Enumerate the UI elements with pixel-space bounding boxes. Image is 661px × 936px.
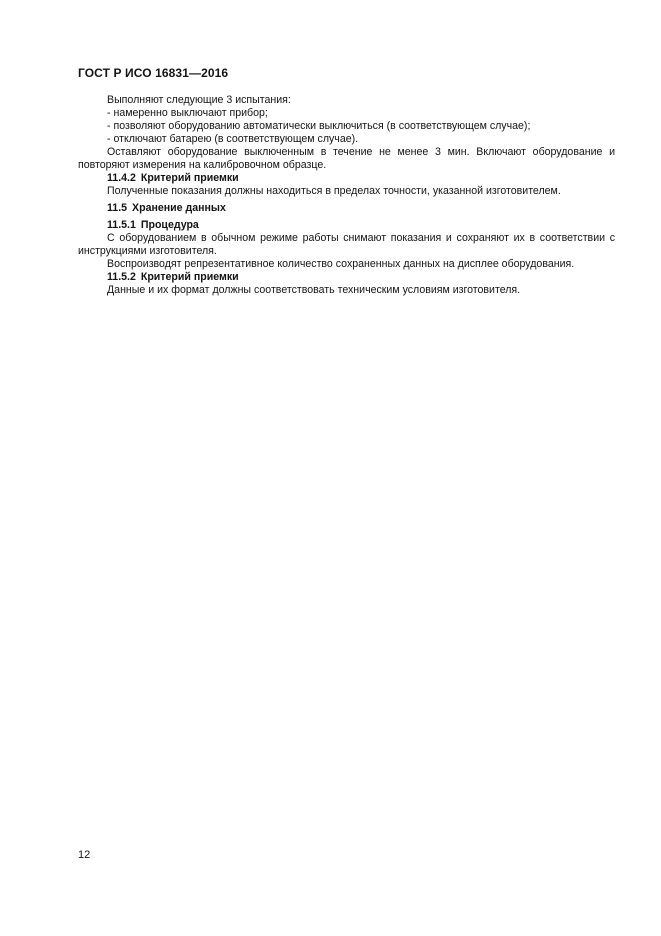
page-number: 12 — [78, 849, 91, 861]
section-title: Хранение данных — [132, 202, 226, 214]
section-heading-11-4-2 — [78, 172, 615, 185]
paragraph-11-5-1b: Воспроизводят репрезентативное количество сохраненных данных на дисплее оборудования. — [107, 258, 575, 270]
list-item: - отключают батарею (в соответствующем случае). — [107, 133, 359, 145]
list-item: - намеренно выключают прибор; — [107, 107, 268, 119]
paragraph-11-5-2: Данные и их формат должны соответствовать техническим условиям изготовителя. — [107, 284, 521, 296]
section-heading-11-5-2 — [78, 271, 615, 284]
section-number: 11.5.2 — [107, 271, 136, 283]
section-heading-11-5-1 — [78, 219, 615, 232]
section-number: 11.4.2 — [107, 172, 136, 184]
page-content — [78, 94, 615, 297]
paragraph-11-5-1a: С оборудованием в обычном режиме работы снимают показания и сохраняют их в соответствии с инструкциями изготовителя. — [78, 232, 615, 257]
list-item: - позволяют оборудованию автоматически выключиться (в соответствующем случае); — [107, 120, 531, 132]
section-number: 11.5.1 — [107, 219, 136, 231]
paragraph-off-test: Оставляют оборудование выключенным в течение не менее 3 мин. Включают оборудование и повторяют измерения на калибровочном образце. — [78, 146, 615, 171]
paragraph-11-4-2: Полученные показания должны находиться в пределах точности, указанной изготовителем. — [107, 185, 561, 197]
section-heading-11-5 — [78, 202, 615, 215]
section-title: Критерий приемки — [140, 172, 239, 184]
page-header-doc-id: ГОСТ Р ИСО 16831—2016 — [78, 66, 229, 80]
section-number: 11.5 — [107, 202, 128, 214]
intro-paragraph: Выполняют следующие 3 испытания: — [107, 94, 291, 106]
section-title: Процедура — [140, 219, 199, 231]
section-title: Критерий приемки — [140, 271, 239, 283]
